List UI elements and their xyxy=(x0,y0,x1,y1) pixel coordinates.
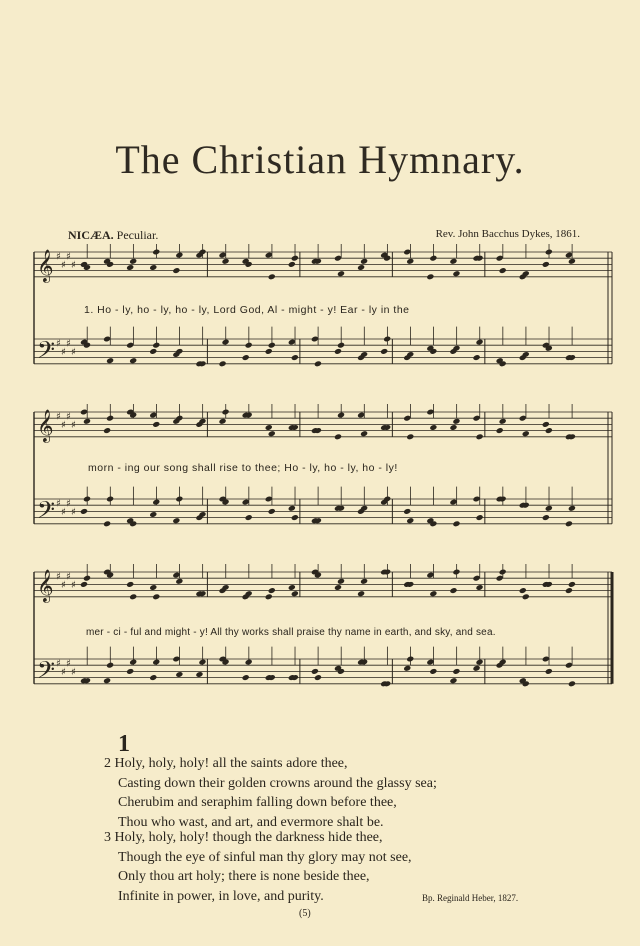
note-head xyxy=(268,273,276,280)
bass-clef: 𝄢 xyxy=(37,655,56,689)
verse-2 xyxy=(104,754,437,832)
note-head xyxy=(129,593,137,600)
note-head xyxy=(265,348,273,355)
note-head xyxy=(403,508,411,515)
sharp-sign: ♯ xyxy=(66,658,71,670)
note-head xyxy=(449,587,457,594)
sharp-sign: ♯ xyxy=(66,338,71,350)
note-head xyxy=(476,433,484,440)
note-head xyxy=(406,517,414,524)
note-head xyxy=(219,418,227,425)
note-head xyxy=(311,668,319,675)
note-head xyxy=(129,258,137,265)
note-head xyxy=(175,578,183,585)
note-head xyxy=(476,584,484,591)
note-head xyxy=(403,665,411,672)
lyric-line-3: mer - ci - ful and might - y! All thy works shall praise thy name in earth, and sky, and sea. xyxy=(86,627,496,638)
note-head xyxy=(80,581,88,588)
note-head xyxy=(473,665,481,672)
note-head xyxy=(568,258,576,265)
note-head xyxy=(476,514,484,521)
note-head xyxy=(357,264,365,271)
note-head xyxy=(265,424,273,431)
sharp-sign: ♯ xyxy=(61,347,66,359)
verse-line: Though the eye of sinful man thy glory may not see, xyxy=(118,849,412,865)
treble-clef: 𝄞 xyxy=(37,408,54,442)
note-head xyxy=(429,590,437,597)
verse-line: Cherubim and seraphim falling down before thee, xyxy=(118,795,397,810)
sharp-sign: ♯ xyxy=(61,507,66,519)
note-head xyxy=(149,348,157,355)
note-head xyxy=(288,261,296,268)
note-head xyxy=(334,348,342,355)
sharp-sign: ♯ xyxy=(56,571,61,583)
note-head xyxy=(80,508,88,515)
bass-clef: 𝄢 xyxy=(37,335,56,369)
sharp-sign: ♯ xyxy=(61,420,66,432)
note-head xyxy=(334,433,342,440)
note-head xyxy=(545,668,553,675)
note-head xyxy=(245,514,253,521)
verse-line: Infinite in power, in love, and purity. xyxy=(118,888,324,904)
treble-clef: 𝄞 xyxy=(37,248,54,282)
note-head xyxy=(565,587,573,594)
note-head xyxy=(565,520,573,527)
verse-number: 2 xyxy=(104,756,111,771)
verse-line: Thou who wast, and art, and evermore shalt be. xyxy=(118,814,384,830)
note-head xyxy=(473,354,481,361)
note-head xyxy=(288,505,296,512)
note-head xyxy=(452,520,460,527)
note-head xyxy=(452,270,460,277)
note-head xyxy=(360,258,368,265)
sharp-sign: ♯ xyxy=(71,667,76,679)
sharp-sign: ♯ xyxy=(71,260,76,272)
note-head xyxy=(268,508,276,515)
text-author-credit: Bp. Reginald Heber, 1827. xyxy=(422,893,519,903)
note-head xyxy=(337,578,345,585)
note-head xyxy=(175,671,183,678)
composer-credit: Rev. John Bacchus Dykes, 1861. xyxy=(435,228,580,240)
verse-line: Only thou art holy; there is none beside thee, xyxy=(118,869,370,884)
note-head xyxy=(152,593,160,600)
note-head xyxy=(449,424,457,431)
note-head xyxy=(545,427,553,434)
note-head xyxy=(195,671,203,678)
page-title: The Christian Hymnary. xyxy=(115,137,525,182)
note-head xyxy=(149,584,157,591)
sharp-sign: ♯ xyxy=(71,580,76,592)
note-head xyxy=(568,680,576,687)
verse-line: 2 Holy, holy, holy! all the saints adore thee, xyxy=(104,756,348,771)
sharp-sign: ♯ xyxy=(61,260,66,272)
note-head xyxy=(83,418,91,425)
verse-line: 3 Holy, holy, holy! though the darkness hide thee, xyxy=(104,830,383,845)
note-head xyxy=(452,418,460,425)
note-head xyxy=(291,590,299,597)
note-head xyxy=(452,668,460,675)
note-head xyxy=(406,433,414,440)
note-head xyxy=(126,668,134,675)
sharp-sign: ♯ xyxy=(71,420,76,432)
sharp-sign: ♯ xyxy=(66,498,71,510)
note-head xyxy=(449,677,457,684)
note-head xyxy=(360,430,368,437)
note-head xyxy=(334,584,342,591)
note-head xyxy=(522,593,530,600)
note-head xyxy=(314,360,322,367)
note-head xyxy=(222,258,230,265)
sharp-sign: ♯ xyxy=(71,507,76,519)
note-head xyxy=(172,267,180,274)
note-head xyxy=(103,677,111,684)
tune-meter: Peculiar. xyxy=(116,228,159,242)
sharp-sign: ♯ xyxy=(66,411,71,423)
sharp-sign: ♯ xyxy=(66,251,71,263)
verse-number: 3 xyxy=(104,830,111,845)
note-head xyxy=(542,514,550,521)
sharp-sign: ♯ xyxy=(56,338,61,350)
note-head xyxy=(268,430,276,437)
note-head xyxy=(380,348,388,355)
note-head xyxy=(542,261,550,268)
note-head xyxy=(242,674,250,681)
lyric-line-1: 1. Ho - ly, ho - ly, ho - ly, Lord God, Al - might - y! Ear - ly in the xyxy=(84,304,410,316)
note-head xyxy=(426,273,434,280)
note-head xyxy=(126,581,134,588)
tune-name: NICÆA. xyxy=(68,228,114,242)
note-head xyxy=(149,264,157,271)
note-head xyxy=(357,590,365,597)
note-head xyxy=(103,520,111,527)
note-head xyxy=(496,427,504,434)
note-head xyxy=(106,357,114,364)
sharp-sign: ♯ xyxy=(61,667,66,679)
sharp-sign: ♯ xyxy=(56,411,61,423)
verse-line: Casting down their golden crowns around the glassy sea; xyxy=(118,775,437,791)
note-head xyxy=(519,587,527,594)
sharp-sign: ♯ xyxy=(61,580,66,592)
note-head xyxy=(149,511,157,518)
note-head xyxy=(429,424,437,431)
bass-clef: 𝄢 xyxy=(37,495,56,529)
sharp-sign: ♯ xyxy=(71,347,76,359)
note-head xyxy=(449,258,457,265)
note-head xyxy=(314,674,322,681)
note-head xyxy=(360,578,368,585)
note-head xyxy=(149,674,157,681)
treble-clef: 𝄞 xyxy=(37,568,54,602)
note-head xyxy=(152,421,160,428)
note-head xyxy=(499,418,507,425)
sharp-sign: ♯ xyxy=(56,498,61,510)
note-head xyxy=(126,264,134,271)
note-head xyxy=(103,427,111,434)
sharp-sign: ♯ xyxy=(56,658,61,670)
note-head xyxy=(429,668,437,675)
sharp-sign: ♯ xyxy=(56,251,61,263)
tune-heading xyxy=(68,228,158,243)
sharp-sign: ♯ xyxy=(66,571,71,583)
note-head xyxy=(288,584,296,591)
note-head xyxy=(406,258,414,265)
note-head xyxy=(337,270,345,277)
lyric-line-2: morn - ing our song shall rise to thee; Ho - ly, ho - ly, ho - ly! xyxy=(88,462,398,474)
note-head xyxy=(568,505,576,512)
note-head xyxy=(291,514,299,521)
note-head xyxy=(522,430,530,437)
note-head xyxy=(291,354,299,361)
note-head xyxy=(268,587,276,594)
note-head xyxy=(219,360,227,367)
note-head xyxy=(242,354,250,361)
hymn-number: 1 xyxy=(118,731,130,757)
note-head xyxy=(129,357,137,364)
note-head xyxy=(542,421,550,428)
note-head xyxy=(568,581,576,588)
page-number: (5) xyxy=(299,908,311,919)
note-head xyxy=(499,267,507,274)
note-head xyxy=(265,593,273,600)
note-head xyxy=(545,505,553,512)
verse-3 xyxy=(104,828,412,906)
note-head xyxy=(172,517,180,524)
